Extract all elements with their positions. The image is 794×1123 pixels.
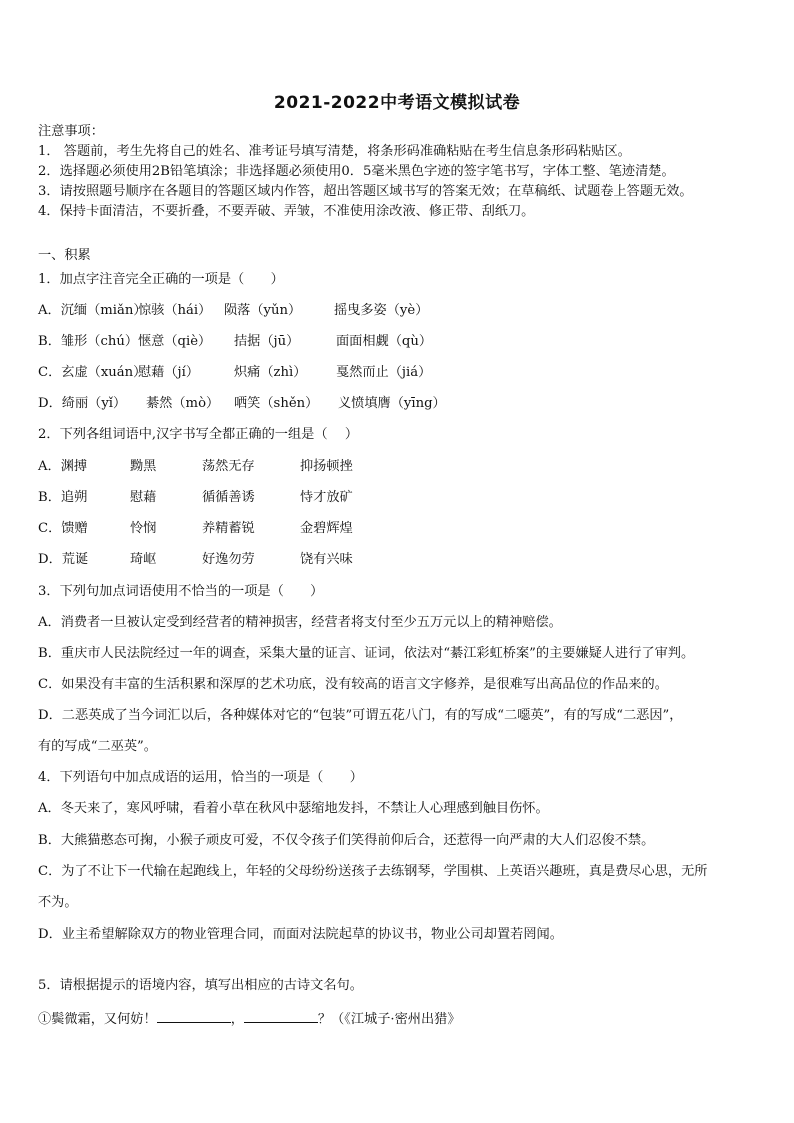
notice-item-4: 4．保持卡面清洁，不要折叠，不要弄破、弄皱，不准使用涂改液、修正带、刮纸刀。	[38, 204, 535, 219]
q2-option-d	[38, 552, 353, 568]
q2-d-2: 琦岖	[130, 552, 157, 567]
q1-d-4: 义愤填膺（yīng）	[338, 396, 446, 411]
q2-d-1: D．荒诞	[38, 552, 89, 567]
q1-option-b	[38, 334, 432, 350]
answer-blank-1[interactable]	[157, 1010, 231, 1023]
q1-c-3: 炽痛（zhì）	[234, 365, 307, 380]
notice-heading: 注意事项：	[38, 124, 104, 139]
q1-d-3: 哂笑（shěn）	[234, 396, 319, 411]
q2-a-4: 抑扬顿挫	[300, 459, 353, 474]
q5-stem: 5．请根据提示的语境内容，填写出相应的古诗文名句。	[38, 978, 363, 993]
q1-a-2: 惊骇（hái）	[138, 303, 212, 318]
q1-a-1: A．沉缅（miǎn）	[38, 303, 147, 318]
notice-item-3: 3．请按照题号顺序在各题目的答题区域内作答，超出答题区域书写的答案无效；在草稿纸、试题卷上答题无效。	[38, 184, 693, 199]
q1-d-1: D．绮丽（yǐ）	[38, 396, 127, 411]
q1-a-3: 陨落（yǔn）	[224, 303, 302, 318]
q2-a-1: A．渊搏	[38, 459, 88, 474]
q3-option-c: C．如果没有丰富的生活积累和深厚的艺术功底，没有较高的语言文字修养，是很难写出高品位的作品来的。	[38, 677, 668, 692]
q1-c-1: C．玄虚（xuán）	[38, 365, 147, 380]
section-heading: 一、积累	[38, 248, 91, 263]
q2-option-c	[38, 521, 353, 537]
q3-option-b: B．重庆市人民法院经过一年的调查，采集大量的证言、证词，依法对“綦江彩虹桥案”的主要嫌疑人进行了审判。	[38, 646, 695, 661]
q4-option-c-line2: 不为。	[38, 895, 78, 910]
q5-line-1	[38, 1010, 461, 1028]
q5-line-prefix: ①鬓微霜，又何妨！	[38, 1012, 157, 1027]
q1-b-3: 拮据（jū）	[234, 334, 300, 349]
q4-option-b: B．大熊猫憨态可掬，小猴子顽皮可爱，不仅令孩子们笑得前仰后合，还惹得一向严肃的大人们忍俊不禁。	[38, 833, 655, 848]
q2-b-4: 恃才放矿	[300, 490, 353, 505]
q1-a-4: 摇曳多姿（yè）	[334, 303, 429, 318]
q2-b-2: 慰藉	[130, 490, 157, 505]
q1-option-a	[38, 303, 428, 319]
q1-c-4: 戛然而止（jiá）	[336, 365, 432, 380]
q2-d-4: 饶有兴味	[300, 552, 353, 567]
q3-stem: 3．下列句加点词语使用不恰当的一项是（ ）	[38, 584, 324, 599]
q2-b-3: 循循善诱	[202, 490, 255, 505]
q4-stem: 4．下列语句中加点成语的运用，恰当的一项是（ ）	[38, 770, 363, 785]
q2-c-2: 怜悯	[130, 521, 157, 536]
q2-c-1: C．馈赠	[38, 521, 88, 536]
q4-option-a: A．冬天来了，寒风呼啸，看着小草在秋风中瑟缩地发抖，不禁让人心理感到触目伤怀。	[38, 801, 549, 816]
q2-d-3: 好逸勿劳	[202, 552, 255, 567]
q5-line-separator: ，	[230, 1012, 244, 1027]
q4-option-d: D．业主希望解除双方的物业管理合同，而面对法院起草的协议书，物业公司却置若罔闻。	[38, 927, 563, 942]
answer-blank-2[interactable]	[244, 1010, 318, 1023]
q2-a-3: 荡然无存	[202, 459, 255, 474]
q1-b-1: B．雏形（chú）	[38, 334, 139, 349]
notice-item-1: 1． 答题前，考生先将自己的姓名、准考证号填写清楚，将条形码准确粘贴在考生信息条形码粘贴区。	[38, 144, 631, 159]
q2-c-3: 养精蓄锐	[202, 521, 255, 536]
q1-option-c	[38, 365, 431, 381]
q2-c-4: 金碧辉煌	[300, 521, 353, 536]
q1-stem: 1．加点字注音完全正确的一项是（ ）	[38, 272, 284, 287]
q4-option-c-line1: C．为了不让下一代输在起跑线上，年轻的父母纷纷送孩子去练钢琴，学围棋、上英语兴趣班，真是费尽心思，无所	[38, 864, 708, 879]
q1-option-d	[38, 396, 446, 412]
q2-option-a	[38, 459, 353, 475]
q2-b-1: B．追朔	[38, 490, 88, 505]
q1-b-2: 惬意（qiè）	[138, 334, 212, 349]
q2-a-2: 黝黑	[130, 459, 157, 474]
q1-b-4: 面面相觑（qù）	[336, 334, 433, 349]
q2-stem: 2．下列各组词语中,汉字书写全都正确的一组是（ ）	[38, 427, 359, 442]
q3-option-a: A．消费者一旦被认定受到经营者的精神损害，经营者将支付至少五万元以上的精神赔偿。	[38, 615, 562, 630]
q5-line-suffix: ？（《江城子·密州出猎》	[317, 1012, 461, 1027]
notice-item-2: 2．选择题必须使用2B铅笔填涂；非选择题必须使用0．5毫米黑色字迹的签字笔书写，字体工整、笔迹清楚。	[38, 164, 675, 179]
q1-d-2: 綦然（mò）	[146, 396, 220, 411]
q3-option-d-line2: 有的写成“二巫英”。	[38, 739, 157, 754]
q3-option-d-line1: D．二恶英成了当今词汇以后，各种媒体对它的“包装”可谓五花八门，有的写成“二噁英”，有的写成“二恶因”，	[38, 708, 683, 723]
q2-option-b	[38, 490, 353, 506]
page-title: 2021-2022中考语文模拟试卷	[273, 93, 521, 113]
q1-c-2: 慰藉（jí）	[138, 365, 200, 380]
